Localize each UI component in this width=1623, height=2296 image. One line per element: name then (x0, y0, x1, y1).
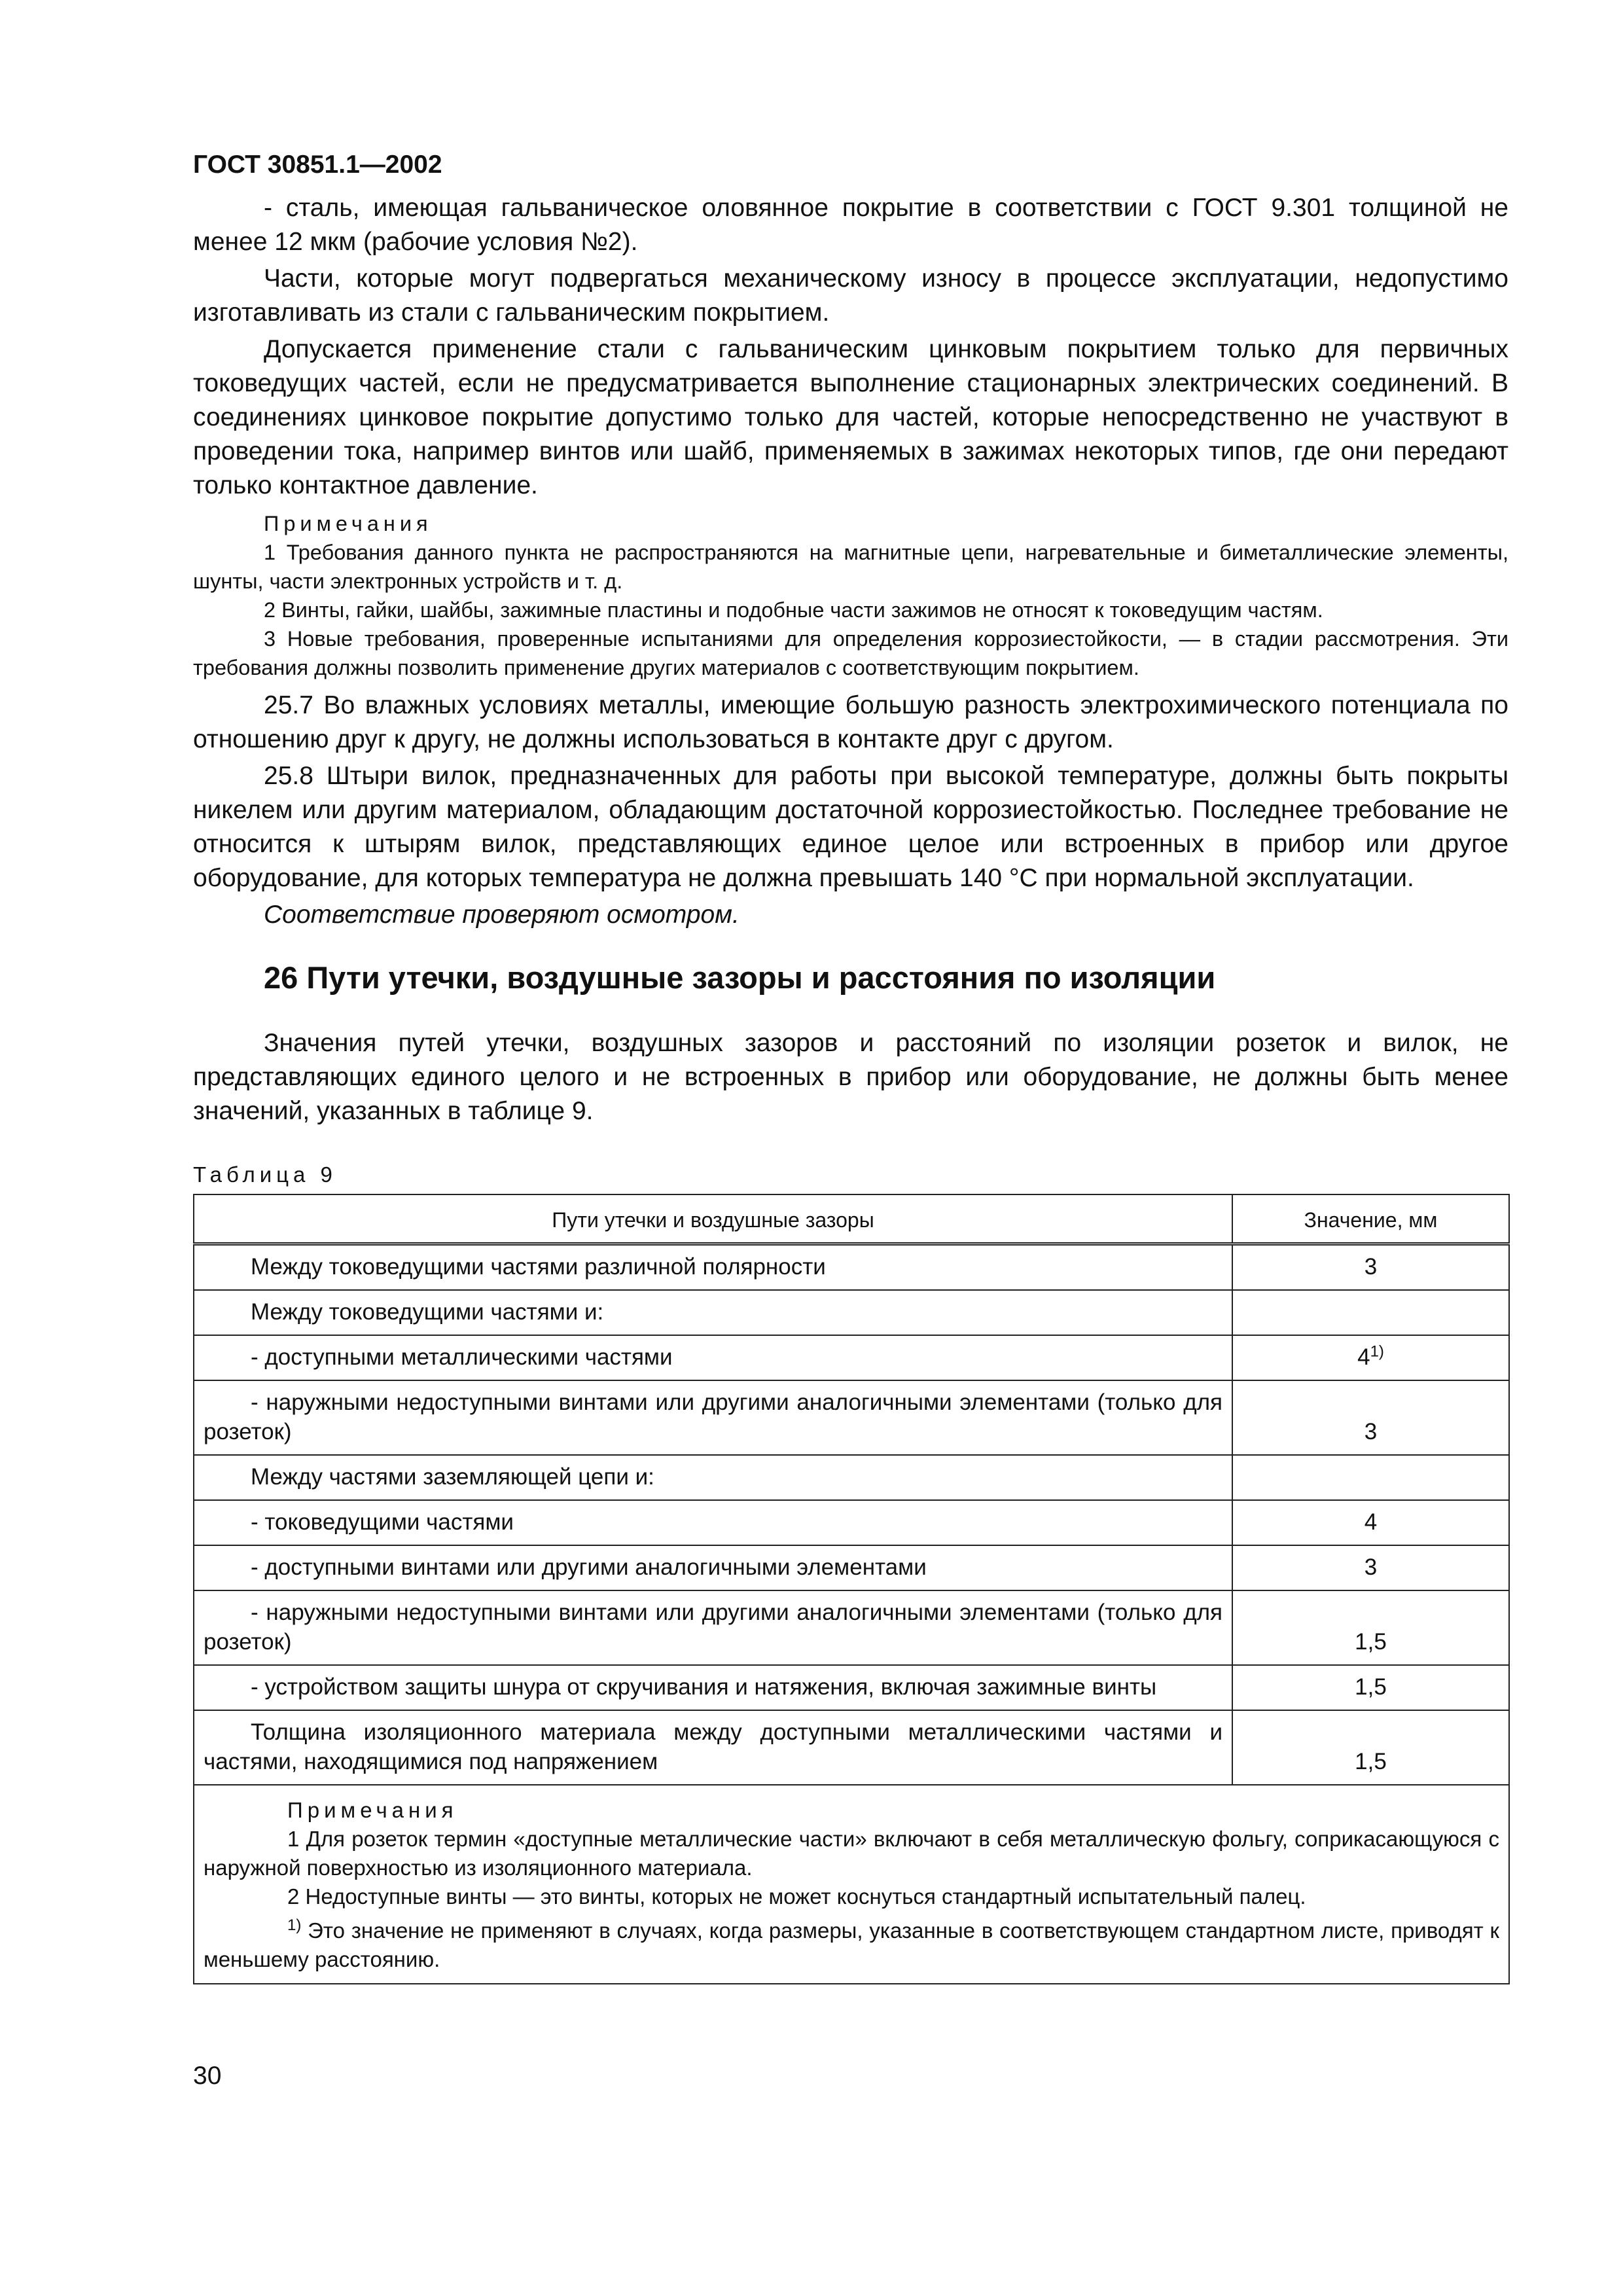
paragraph: - сталь, имеющая гальваническое оловянное покрытие в соответствии с ГОСТ 9.301 толщиной не менее 12 мкм (рабочие условия №2). (193, 194, 1508, 256)
row-label: Между токоведущими частями различной полярности (194, 1244, 1232, 1291)
footnote-text: Это значение не применяют в случаях, когда размеры, указанные в соответствующем стандартном листе, приводят к меньшему расстоянию. (204, 1918, 1499, 1971)
row-label: - наружными недоступными винтами или другими аналогичными элементами (только для розеток) (194, 1590, 1232, 1665)
notes-block (193, 509, 1508, 682)
value-text: 4 (1357, 1344, 1370, 1370)
section-paragraph: Значения путей утечки, воздушных зазоров и расстояний по изоляции розеток и вилок, не представляющих единого целого и не встроенных в прибор или оборудование, не должны быть менее значений, указанных в таблице 9. (193, 1029, 1508, 1125)
document-page (193, 149, 1508, 1984)
paragraph: Части, которые могут подвергаться механическому износу в процессе эксплуатации, недопустимо изготавливать из стали с гальваническим покрытием. (193, 264, 1508, 327)
row-value: 3 (1232, 1380, 1509, 1455)
notes-title: Примечания (287, 1798, 458, 1822)
table-caption: Таблица 9 (193, 1162, 337, 1187)
row-value (1232, 1455, 1509, 1500)
row-value: 3 (1232, 1545, 1509, 1590)
clause-25-7: 25.7 Во влажных условиях металлы, имеющие большую разность электрохимического потенциала по отношению друг к другу, не должны использоваться в контакте друг с другом. (193, 691, 1508, 753)
row-label: Между частями заземляющей цепи и: (194, 1455, 1232, 1500)
table-row (194, 1380, 1509, 1455)
table-note: 2 Недоступные винты — это винты, которых не может коснуться стандартный испытательный палец. (287, 1884, 1306, 1909)
table-9 (193, 1194, 1510, 1984)
table-row (194, 1500, 1509, 1545)
row-label: - доступными винтами или другими аналогичными элементами (194, 1545, 1232, 1590)
table-row (194, 1710, 1509, 1785)
row-value: 1,5 (1232, 1590, 1509, 1665)
note-item: 1 Требования данного пункта не распространяются на магнитные цепи, нагревательные и биметаллические элементы, шунты, части электронных устройств и т. д. (193, 541, 1508, 593)
table-row (194, 1335, 1509, 1380)
document-header: ГОСТ 30851.1—2002 (193, 151, 442, 179)
row-value: 4 (1232, 1500, 1509, 1545)
table-row (194, 1545, 1509, 1590)
table-row (194, 1290, 1509, 1335)
row-value: 1,5 (1232, 1710, 1509, 1785)
row-label: Толщина изоляционного материала между доступными металлическими частями и частями, находящимися под напряжением (194, 1710, 1232, 1785)
table-row (194, 1665, 1509, 1710)
note-item: 2 Винты, гайки, шайбы, зажимные пластины и подобные части зажимов не относят к токоведущим частям. (264, 598, 1323, 622)
row-label: - устройством защиты шнура от скручивания и натяжения, включая зажимные винты (194, 1665, 1232, 1710)
table-footnote (204, 1916, 1499, 1974)
footnote-mark: 1) (287, 1916, 302, 1934)
table-header-row (194, 1194, 1509, 1244)
paragraph: Допускается применение стали с гальваническим цинковым покрытием только для первичных токоведущих частей, если не предусматривается выполнение стационарных электрических соединений. В соединениях цинковое покрытие допустимо только для частей, которые непосредственно не участвуют в проведении тока, например винтов или шайб, применяемых в зажимах некоторых типов, где они передают только контактное давление. (193, 335, 1508, 499)
row-value: 3 (1232, 1244, 1509, 1291)
table-notes (194, 1785, 1509, 1984)
row-label: Между токоведущими частями и: (194, 1290, 1232, 1335)
footnote-ref: 1) (1370, 1342, 1384, 1361)
column-header: Значение, мм (1232, 1194, 1509, 1244)
notes-title: Примечания (264, 512, 433, 535)
row-label: - токоведущими частями (194, 1500, 1232, 1545)
row-label: - наружными недоступными винтами или другими аналогичными элементами (только для розеток) (194, 1380, 1232, 1455)
row-value (1232, 1290, 1509, 1335)
table-note: 1 Для розеток термин «доступные металлические части» включают в себя металлическую фольгу, соприкасающуюся с наружной поверхностью из изоляционного материала. (204, 1827, 1499, 1880)
row-value (1232, 1335, 1509, 1380)
compliance-check: Соответствие проверяют осмотром. (264, 901, 740, 929)
table-row (194, 1455, 1509, 1500)
table-row (194, 1244, 1509, 1291)
table-row (194, 1590, 1509, 1665)
clause-25-8: 25.8 Штыри вилок, предназначенных для работы при высокой температуре, должны быть покрыты никелем или другим материалом, обладающим достаточной коррозиестойкостью. Последнее требование не относится к штырям вилок, представляющих единое целое или встроенных в прибор или другое оборудование, для которых температура не должна превышать 140 °С при нормальной эксплуатации. (193, 762, 1508, 892)
column-header: Пути утечки и воздушные зазоры (194, 1194, 1232, 1244)
note-item: 3 Новые требования, проверенные испытаниями для определения коррозиестойкости, — в стадии рассмотрения. Эти требования должны позволить применение других материалов с соответствующим покрытием. (193, 627, 1508, 679)
page-number: 30 (193, 2062, 222, 2090)
row-label: - доступными металлическими частями (194, 1335, 1232, 1380)
table-notes-row (194, 1785, 1509, 1984)
section-heading: 26 Пути утечки, воздушные зазоры и расстояния по изоляции (264, 960, 1216, 995)
row-value: 1,5 (1232, 1665, 1509, 1710)
